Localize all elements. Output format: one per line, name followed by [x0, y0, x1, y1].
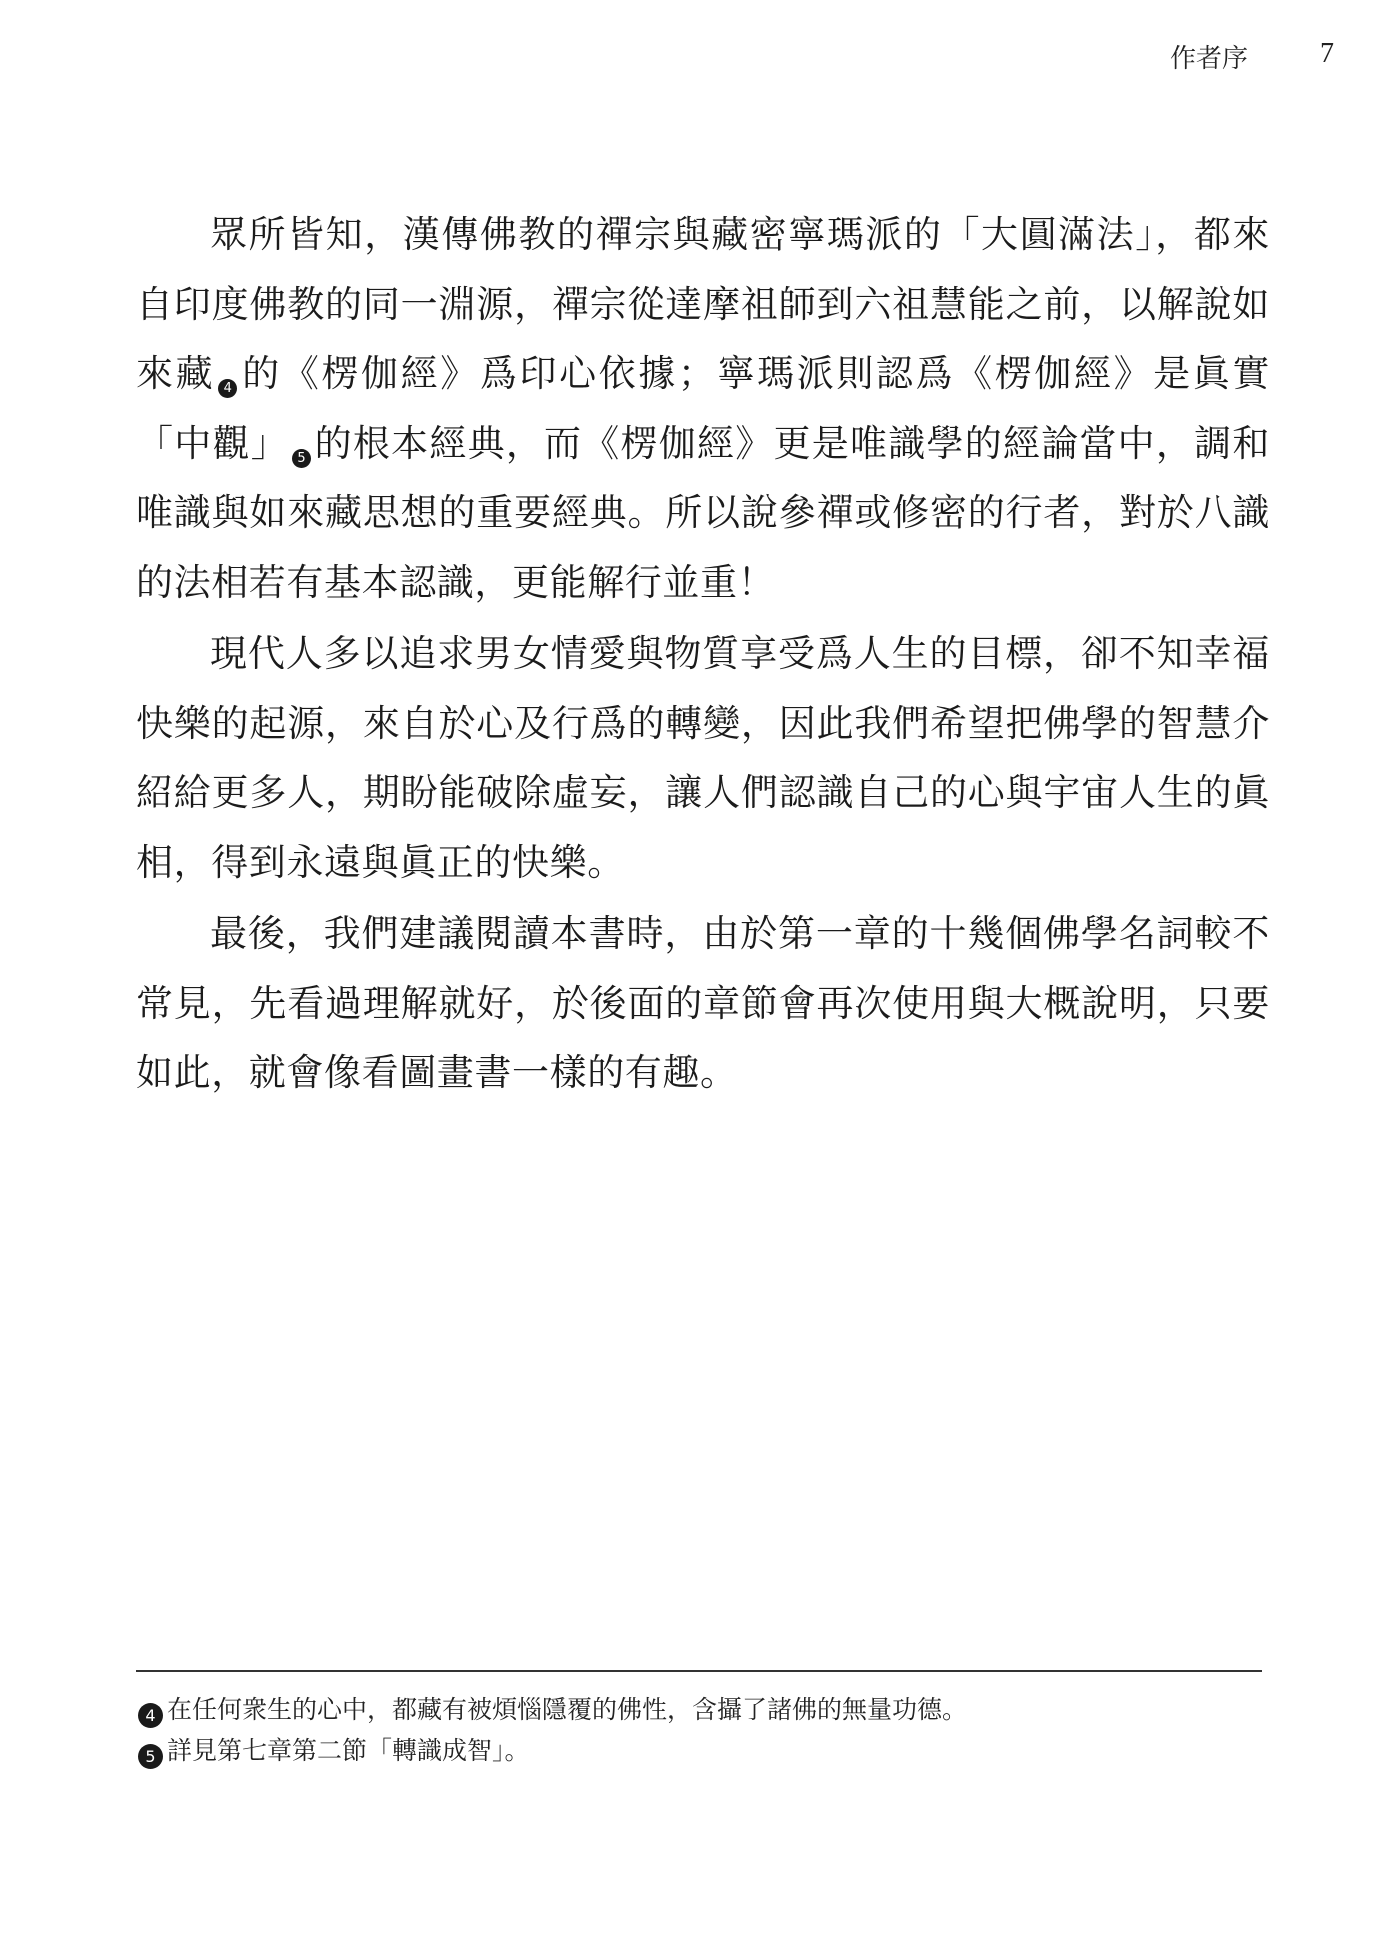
- main-text: [136, 200, 1270, 1110]
- footnote-ref-4-icon: 4: [218, 379, 237, 398]
- paragraph-1-part-2: 的《楞伽經》爲印心依據；寧瑪派則認爲《楞伽經》是眞實「中觀」: [136, 352, 1270, 465]
- footnote-ref-5-icon: 5: [292, 449, 311, 468]
- footnote-5: [138, 1730, 1268, 1771]
- section-title: 作者序: [1170, 44, 1249, 74]
- paragraph-3: 最後，我們建議閱讀本書時，由於第一章的十幾個佛學名詞較不常見，先看過理解就好，於後面的章節會再次使用與大概說明，只要如此，就會像看圖畫書一樣的有趣。: [136, 912, 1270, 1094]
- footnote-divider: [136, 1670, 1262, 1672]
- page-number: 7: [1320, 38, 1334, 69]
- paragraph-1-part-3: 的根本經典，而《楞伽經》更是唯識學的經論當中，調和唯識與如來藏思想的重要經典。所以說參禪或修密的行者，對於八識的法相若有基本認識，更能解行並重！: [136, 421, 1270, 604]
- paragraph-2: 現代人多以追求男女情愛與物質享受爲人生的目標，卻不知幸福快樂的起源，來自於心及行爲的轉變，因此我們希望把佛學的智慧介紹給更多人，期盼能破除虛妄，讓人們認識自己的心與宇宙人生的眞相，得到永遠與眞正的快樂。: [136, 632, 1270, 884]
- footnote-number-5-icon: 5: [138, 1744, 163, 1769]
- paragraph-1-part-1: 眾所皆知，漢傳佛教的禪宗與藏密寧瑪派的「大圓滿法」，都來自印度佛教的同一淵源，禪宗從達摩祖師到六祖慧能之前，以解說如來藏: [136, 213, 1270, 395]
- footnote-5-text: 詳見第七章第二節「轉識成智」。: [167, 1736, 530, 1765]
- footnotes: [138, 1689, 1268, 1771]
- footnote-number-4-icon: 4: [138, 1703, 163, 1728]
- footnote-4-text: 在任何衆生的心中，都藏有被煩惱隱覆的佛性，含攝了諸佛的無量功德。: [167, 1695, 968, 1724]
- running-header: [1170, 38, 1350, 78]
- footnote-4: [138, 1689, 1268, 1730]
- paragraph-1: [136, 200, 1270, 617]
